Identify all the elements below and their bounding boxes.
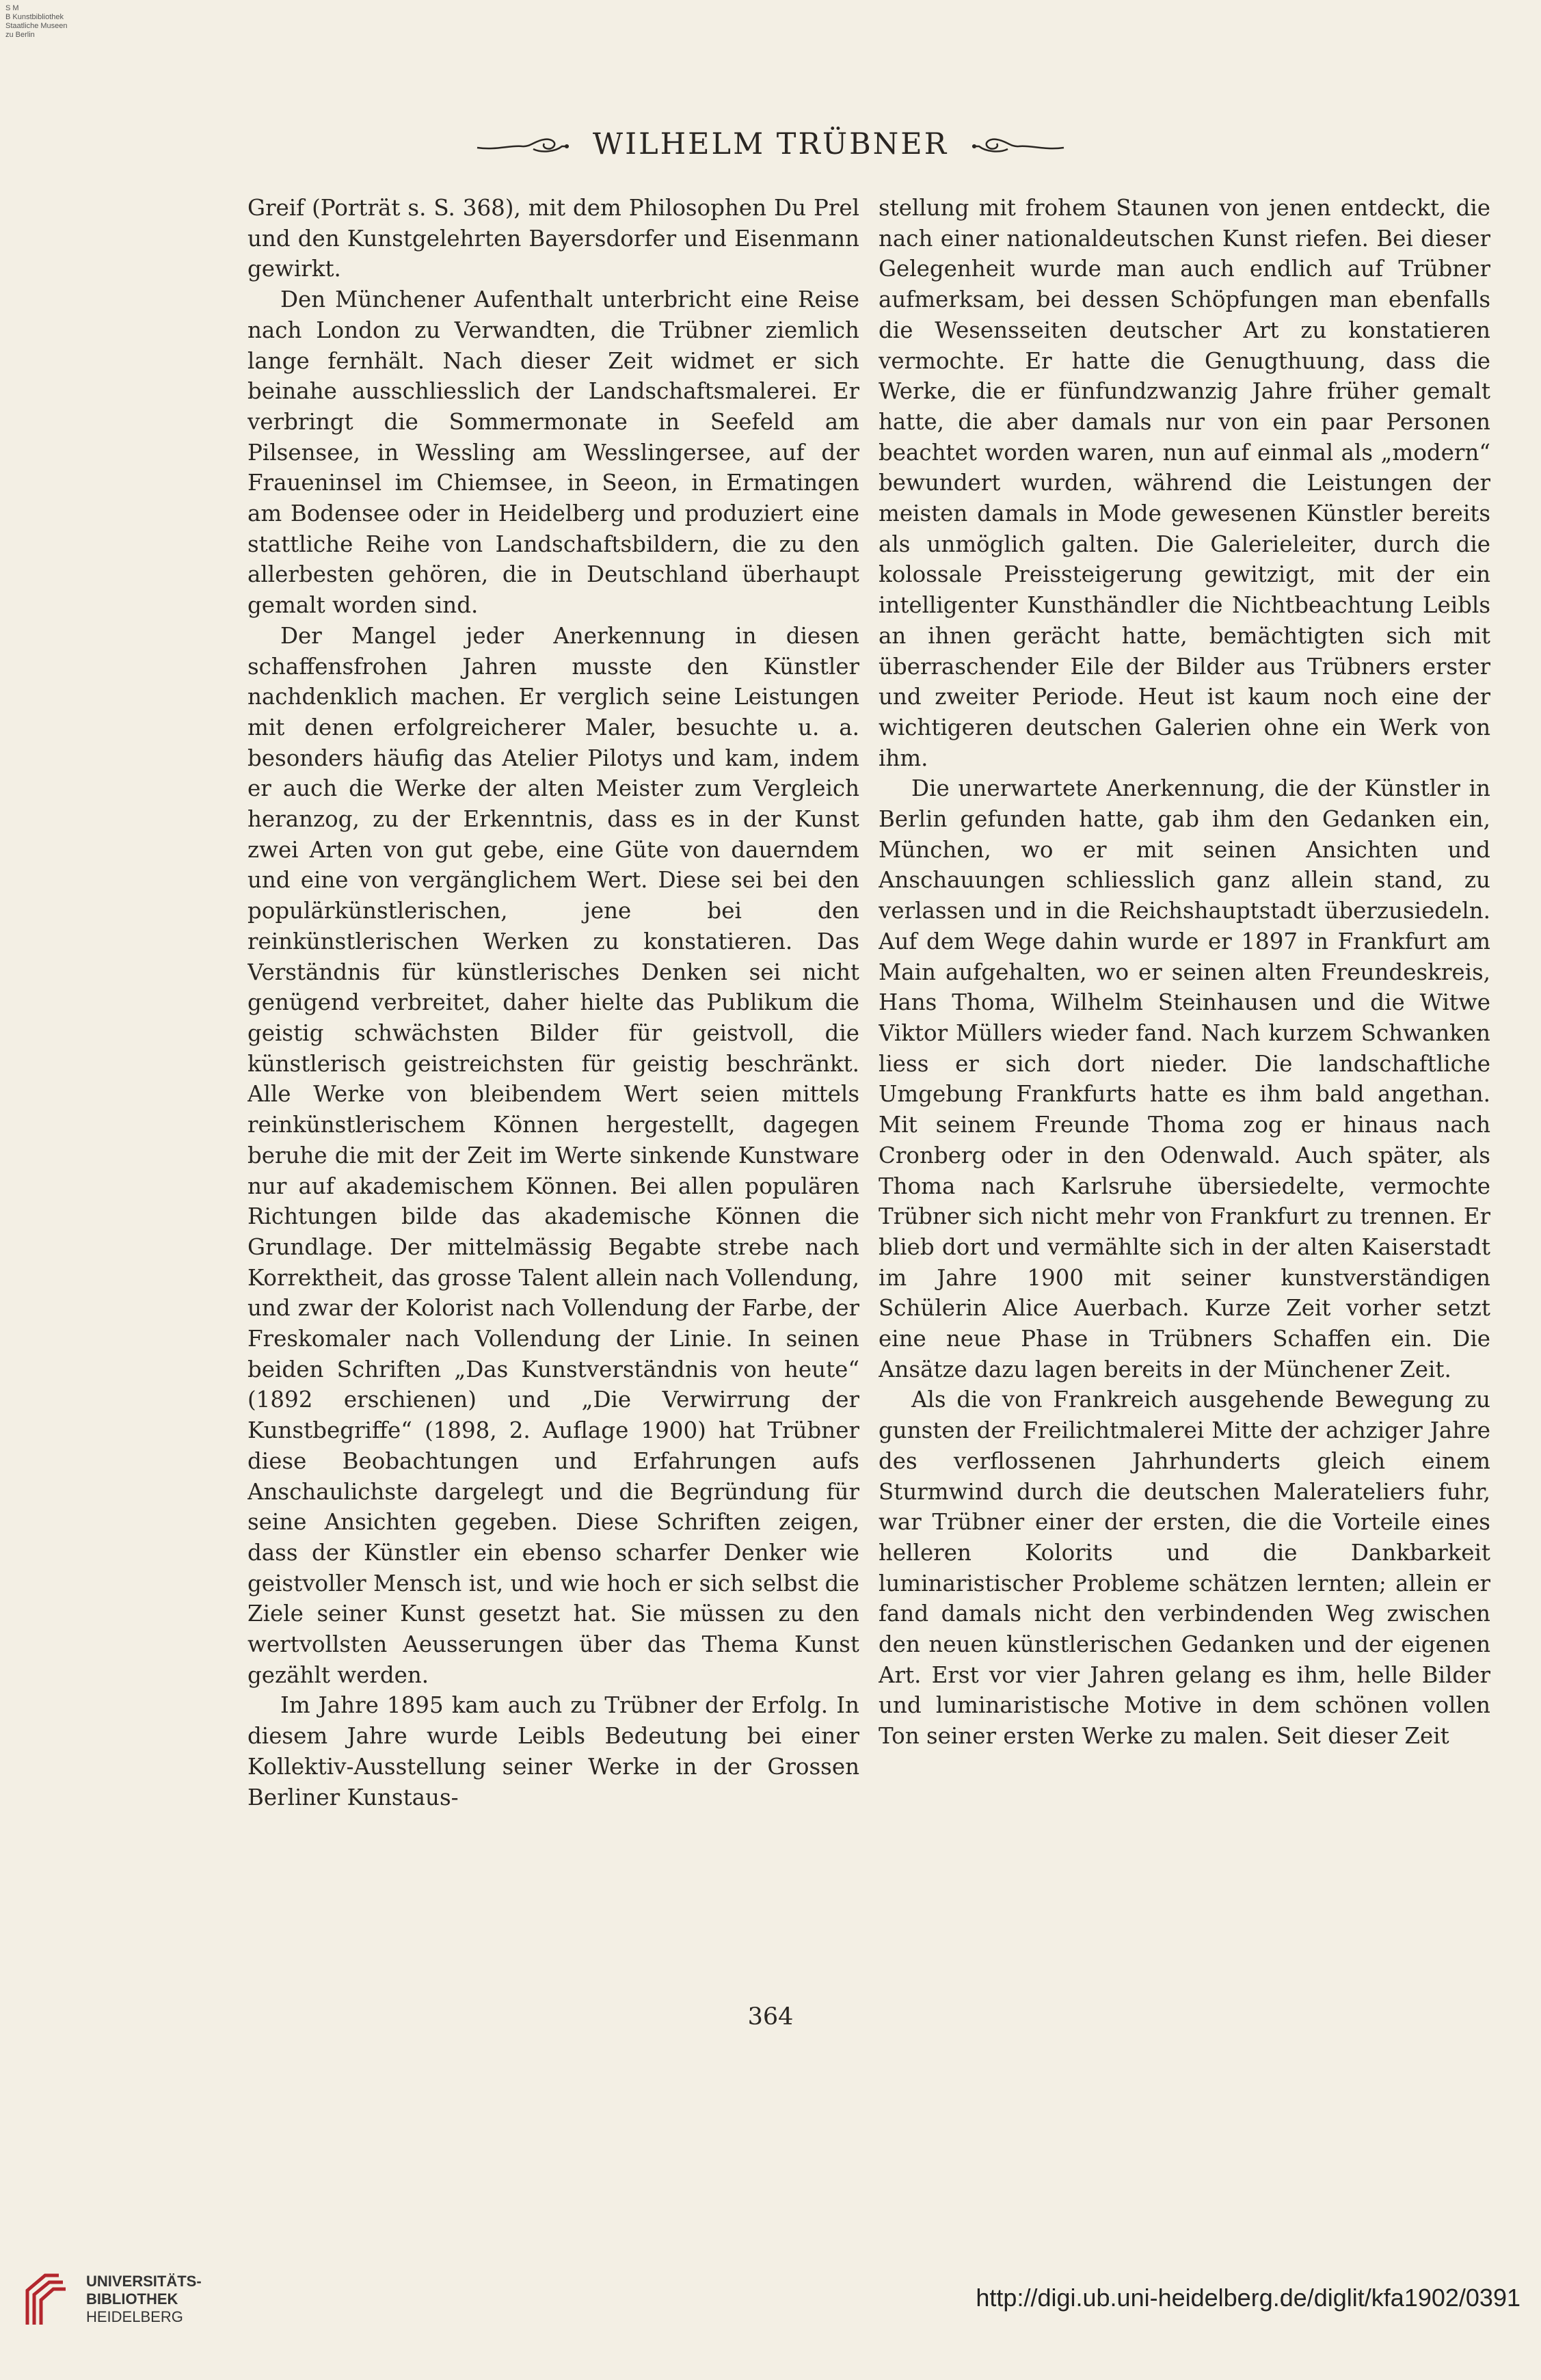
library-name-line: HEIDELBERG [86,2308,183,2325]
right-text-column [879,193,1490,1984]
stamp-line: S M [5,4,19,12]
left-text-column [247,193,859,1984]
running-header [0,122,1541,163]
source-url-link[interactable]: http://digi.ub.uni-heidelberg.de/diglit/kfa1902/0391 [976,2284,1520,2312]
library-footer [0,2270,1541,2380]
stamp-line: zu Berlin [5,31,35,39]
paragraph: Im Jahre 1895 kam auch zu Trübner der Erfolg. In diesem Jahre wurde Leibls Bedeutung bei einer Kollektiv-Ausstellung seiner Werke in der Grossen Berliner Kunstaus- [247,1692,859,1810]
library-name [86,2273,202,2326]
paragraph: Der Mangel jeder Anerkennung in diesen schaffensfrohen Jahren musste den Künstler nachdenklich machen. Er verglich seine Leistungen mit denen erfolgreicherer Maler, besuchte u. a. besonders häufig das Atelier Pilotys und kam, indem er auch die Werke der alten Meister zum Vergleich heranzog, zu der Erkenntnis, dass es in der Kunst zwei Arten von gut gebe, eine Güte von dauerndem und eine von vergänglichem Wert. Diese sei bei den populärkünstlerischen, jene bei den reinkünstlerischen Werken zu konstatieren. Das Verständnis für künstlerisches Denken sei nicht genügend verbreitet, daher hielte das Publikum die geistig schwächsten Bilder für geistvoll, die künstlerisch geistreichsten für geistig beschränkt. Alle Werke von bleibendem Wert seien mittels reinkünstlerischem Können hergestellt, dagegen beruhe die mit der Zeit im Werte sinkende Kunstware nur auf akademischem Können. Bei allen populären Richtungen bilde das akademische Können die Grundlage. Der mittelmässig Begabte strebe nach Korrektheit, das grosse Talent allein nach Vollendung, und zwar der Kolorist nach Vollendung der Farbe, der Freskomaler nach Vollendung der Linie. In seinen beiden Schriften „Das Kunstverständnis von heute“ (1892 erschienen) und „Die Verwirrung der Kunstbegriffe“ (1898, 2. Auflage 1900) hat Trübner diese Beobachtungen und Erfahrungen aufs Anschaulichste dargelegt und die Begründung für seine Ansichten gegeben. Diese Schriften zeigen, dass der Künstler ein ebenso scharfer Denker wie geistvoller Mensch ist, und wie hoch er sich selbst die Ziele seiner Kunst gesetzt hat. Sie müssen zu den wertvollsten Aeusserungen über das Thema Kunst gezählt werden. [247,622,859,1688]
paragraph: Als die von Frankreich ausgehende Bewegung zu gunsten der Freilichtmalerei Mitte der achziger Jahre des verflossenen Jahrhunderts gleich einem Sturmwind durch die deutschen Malerateliers fuhr, war Trübner einer der ersten, die die Vorteile eines helleren Kolorits und die Dankbarkeit luminaristischer Probleme schätzen lernten; allein er fand damals nicht den verbindenden Weg zwischen den neuen künstlerischen Gedanken und der eigenen Art. Erst vor vier Jahren gelang es ihm, helle Bilder und luminaristische Motive in dem schönen vollen Ton seiner ersten Werke zu malen. Seit dieser Zeit [879,1387,1490,1750]
paragraph: Die unerwartete Anerkennung, die der Künstler in Berlin gefunden hatte, gab ihm den Gedanken ein, München, wo er mit seinen Ansichten und Anschauungen schliesslich ganz allein stand, zu verlassen und in die Reichshauptstadt überzusiedeln. Auf dem Wege dahin wurde er 1897 in Frankfurt am Main aufgehalten, wo er seinen alten Freundeskreis, Hans Thoma, Wilhelm Steinhausen und die Witwe Viktor Müllers wieder fand. Nach kurzem Schwanken liess er sich dort nieder. Die landschaftliche Umgebung Frankfurts hatte es ihm bald angethan. Mit seinem Freunde Thoma zog er hinaus nach Cronberg oder in den Odenwald. Auch später, als Thoma nach Karlsruhe übersiedelte, vermochte Trübner sich nicht mehr von Frankfurt zu trennen. Er blieb dort und vermählte sich in der alten Kaiserstadt im Jahre 1900 mit seiner kunstverständigen Schülerin Alice Auerbach. Kurze Zeit vorher setzt eine neue Phase in Trübners Schaffen ein. Die Ansätze dazu lagen bereits in der Münchener Zeit. [879,775,1490,1382]
page-number: 364 [747,2003,794,2031]
paragraph: stellung mit frohem Staunen von jenen entdeckt, die nach einer nationaldeutschen Kunst riefen. Bei dieser Gelegenheit wurde man auch endlich auf Trübner aufmerksam, bei dessen Schöpfungen man ebenfalls die Wesensseiten deutscher Art zu konstatieren vermochte. Er hatte die Genugthuung, dass die Werke, die er fünfundzwanzig Jahre früher gemalt hatte, die aber damals nur von ein paar Personen beachtet worden waren, nun auf einmal als „modern“ bewundert wurden, während die Leistungen der meisten damals in Mode gewesenen Künstler bereits als unmöglich galten. Die Galerieleiter, durch die kolossale Preissteigerung gewitzigt, mit der ein intelligenter Kunsthändler die Nichtbeachtung Leibls an ihnen gerächt hatte, bemächtigten sich mit überraschender Eile der Bilder aus Trübners erster und zweiter Periode. Heut ist kaum noch eine der wichtigeren deutschen Galerien ohne ein Werk von ihm. [879,195,1490,771]
paragraph: Greif (Porträt s. S. 368), mit dem Philosophen Du Prel und den Kunstgelehrten Bayersdorfer und Eisenmann gewirkt. [247,195,859,282]
library-name-line: BIBLIOTHEK [86,2290,178,2308]
ornament-right-icon [969,133,1065,156]
paragraph: Den Münchener Aufenthalt unterbricht eine Reise nach London zu Verwandten, die Trübner ziemlich lange fernhält. Nach dieser Zeit widmet er sich beinahe ausschliesslich der Landschaftsmalerei. Er verbringt die Sommermonate in Seefeld am Pilsensee, in Wessling am Wesslingersee, auf der Fraueninsel im Chiemsee, in Seeon, in Ermatingen am Bodensee oder in Heidelberg und produziert eine stattliche Reihe von Landschaftsbildern, die zu den allerbesten gehören, die in Deutschland überhaupt gemalt worden sind. [247,286,859,619]
university-library-logo-icon [18,2270,68,2333]
stamp-line: Staatliche Museen [5,22,68,30]
stamp-line: B Kunstbibliothek [5,13,64,21]
museum-stamp [5,4,68,40]
page-header-title: WILHELM TRÜBNER [592,127,949,161]
library-name-line: UNIVERSITÄTS- [86,2273,202,2290]
ornament-left-icon [476,133,572,156]
